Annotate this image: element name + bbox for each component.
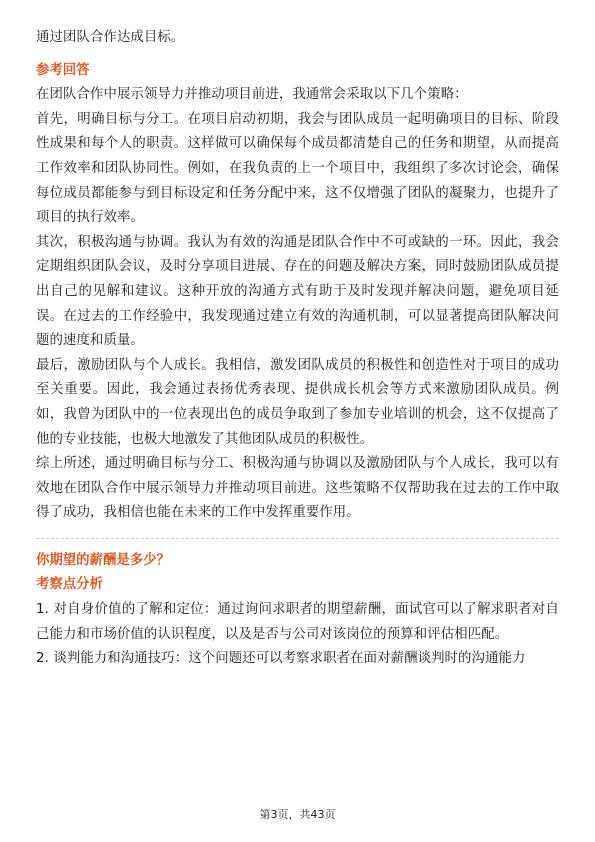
question-title: 你期望的薪酬是多少？ (36, 552, 170, 568)
answer-paragraph: 首先，明确目标与分工。在项目启动初期，我会与团队成员一起明确项目的目标、阶段性成果和每个人的职责。这样做可以确保每个成员都清楚自己的任务和期望，从而提高工作效率和团队协同性。例如，在我负责的上一个项目中，我组织了多次讨论会，确保每位成员都能参与到目标设定和任务分配中来，这不仅增强了团队的凝聚力，也提升了项目的执行效率。 (36, 111, 559, 226)
analysis-item: 1. 对自身价值的了解和定位：通过询问求职者的期望薪酬，面试官可以了解求职者对自己能力和市场价值的认识程度，以及是否与公司对该岗位的预算和评估相匹配。 (36, 602, 559, 642)
intro-tail-text: 通过团队合作达成目标。 (36, 30, 185, 45)
answer-paragraph: 最后，激励团队与个人成长。我相信，激发团队成员的积极性和创造性对于项目的成功至关重要。因此，我会通过表扬优秀表现、提供成长机会等方式来激励团队成员。例如，我曾为团队中的一位表现出色的成员争取到了参加专业培训的机会，这不仅提高了他的专业技能，也极大地激发了其他团队成员的积极性。 (36, 357, 559, 447)
answer-paragraph: 综上所述，通过明确目标与分工、积极沟通与协调以及激励团队与个人成长，我可以有效地在团队合作中展示领导力并推动项目前进。这些策略不仅帮助我在过去的工作中取得了成功，我相信也能在未来的工作中发挥重要作用。 (36, 456, 559, 521)
analysis-label: 考察点分析 (36, 577, 103, 593)
answer-paragraph: 在团队合作中展示领导力并推动项目前进，我通常会采取以下几个策略： (36, 87, 468, 103)
reference-answer-label: 参考回答 (36, 62, 90, 78)
answer-paragraph: 其次，积极沟通与协调。我认为有效的沟通是团队合作中不可或缺的一环。因此，我会定期组织团队会议，及时分享项目进展、存在的问题及解决方案，同时鼓励团队成员提出自己的见解和建议。这种开放的沟通方式有助于及时发现并解决问题，避免项目延误。在过去的工作经验中，我发现通过建立有效的沟通机制，可以显著提高团队解决问题的速度和质量。 (36, 234, 559, 349)
analysis-item: 2. 谈判能力和沟通技巧：这个问题还可以考察求职者在面对薪酬谈判时的沟通能力 (36, 651, 526, 667)
section-divider (36, 538, 559, 539)
document-page (36, 26, 559, 672)
page-footer: 第3页，共43页 (259, 808, 336, 821)
